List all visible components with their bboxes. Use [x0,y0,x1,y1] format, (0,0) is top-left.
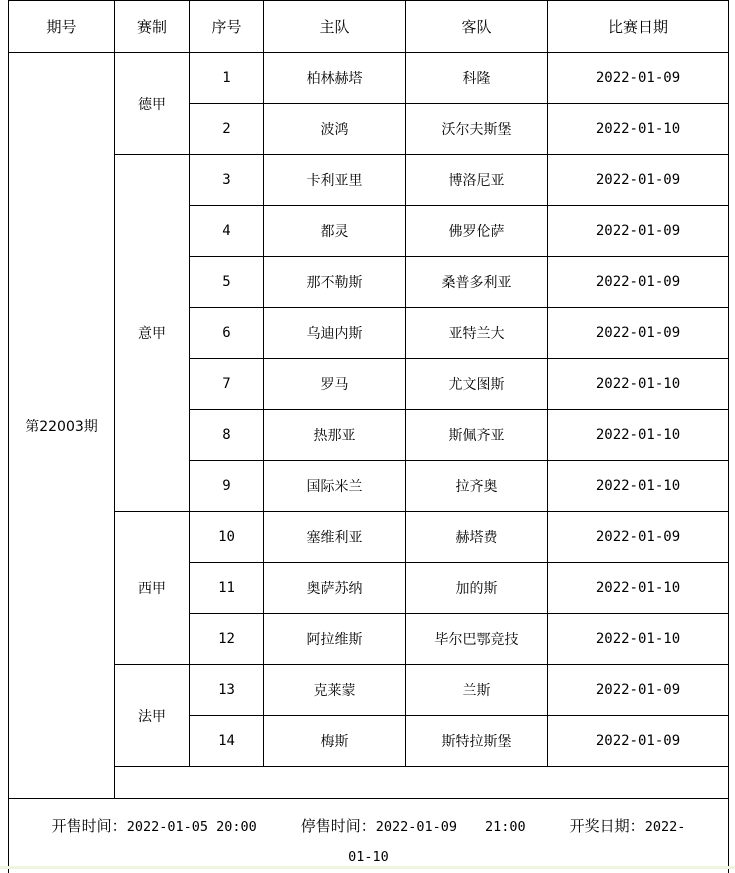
match-seq: 9 [190,461,264,512]
header-date: 比赛日期 [548,1,729,53]
sale-info-line [25,811,712,872]
away-team: 赫塔费 [406,512,548,563]
draw-date-value-part2: 01-10 [348,849,389,865]
match-date: 2022-01-10 [548,563,729,614]
home-team: 那不勒斯 [264,257,406,308]
away-team: 佛罗伦萨 [406,206,548,257]
home-team: 热那亚 [264,410,406,461]
match-schedule-table [8,0,729,873]
away-team: 科隆 [406,53,548,104]
match-date: 2022-01-10 [548,359,729,410]
away-team: 拉齐奥 [406,461,548,512]
away-team: 斯特拉斯堡 [406,716,548,767]
empty-cell [115,767,729,799]
home-team: 塞维利亚 [264,512,406,563]
match-date: 2022-01-09 [548,716,729,767]
header-seq: 序号 [190,1,264,53]
away-team: 博洛尼亚 [406,155,548,206]
header-home: 主队 [264,1,406,53]
match-date: 2022-01-09 [548,155,729,206]
match-seq: 8 [190,410,264,461]
match-date: 2022-01-10 [548,104,729,155]
home-team: 柏林赫塔 [264,53,406,104]
away-team: 亚特兰大 [406,308,548,359]
league-bundesliga: 德甲 [115,53,190,155]
match-date: 2022-01-10 [548,614,729,665]
table-row [9,665,729,716]
header-league: 赛制 [115,1,190,53]
match-seq: 7 [190,359,264,410]
header-away: 客队 [406,1,548,53]
home-team: 卡利亚里 [264,155,406,206]
sale-stop-date: 2022-01-09 [376,819,457,835]
match-date: 2022-01-10 [548,461,729,512]
sale-stop-time: 21:00 [485,819,526,835]
home-team: 奥萨苏纳 [264,563,406,614]
home-team: 波鸿 [264,104,406,155]
match-seq: 10 [190,512,264,563]
league-la-liga: 西甲 [115,512,190,665]
table-row [9,155,729,206]
away-team: 沃尔夫斯堡 [406,104,548,155]
league-ligue-1: 法甲 [115,665,190,767]
match-date: 2022-01-10 [548,410,729,461]
sale-info-row [9,799,729,873]
home-team: 乌迪内斯 [264,308,406,359]
match-seq: 12 [190,614,264,665]
away-team: 兰斯 [406,665,548,716]
issue-number: 第22003期 [9,53,115,799]
header-row [9,1,729,53]
league-serie-a: 意甲 [115,155,190,512]
match-seq: 2 [190,104,264,155]
away-team: 斯佩齐亚 [406,410,548,461]
match-seq: 4 [190,206,264,257]
spacer-row [9,767,729,799]
draw-date-value-part1: 2022- [645,819,686,835]
match-seq: 14 [190,716,264,767]
match-seq: 1 [190,53,264,104]
home-team: 都灵 [264,206,406,257]
away-team: 加的斯 [406,563,548,614]
home-team: 梅斯 [264,716,406,767]
sale-info-cell [9,799,729,873]
match-seq: 6 [190,308,264,359]
home-team: 阿拉维斯 [264,614,406,665]
match-date: 2022-01-09 [548,206,729,257]
match-date: 2022-01-09 [548,512,729,563]
match-seq: 5 [190,257,264,308]
sale-start-value: 2022-01-05 20:00 [127,819,257,835]
away-team: 桑普多利亚 [406,257,548,308]
sale-stop-label: 停售时间： [301,817,376,835]
header-issue: 期号 [9,1,115,53]
match-date: 2022-01-09 [548,308,729,359]
table-row [9,512,729,563]
draw-date-label: 开奖日期： [570,817,645,835]
match-date: 2022-01-09 [548,257,729,308]
sale-start-label: 开售时间： [52,817,127,835]
away-team: 尤文图斯 [406,359,548,410]
home-team: 罗马 [264,359,406,410]
match-date: 2022-01-09 [548,665,729,716]
match-date: 2022-01-09 [548,53,729,104]
match-seq: 3 [190,155,264,206]
table-row [9,53,729,104]
home-team: 克莱蒙 [264,665,406,716]
home-team: 国际米兰 [264,461,406,512]
away-team: 毕尔巴鄂竞技 [406,614,548,665]
match-seq: 11 [190,563,264,614]
match-seq: 13 [190,665,264,716]
